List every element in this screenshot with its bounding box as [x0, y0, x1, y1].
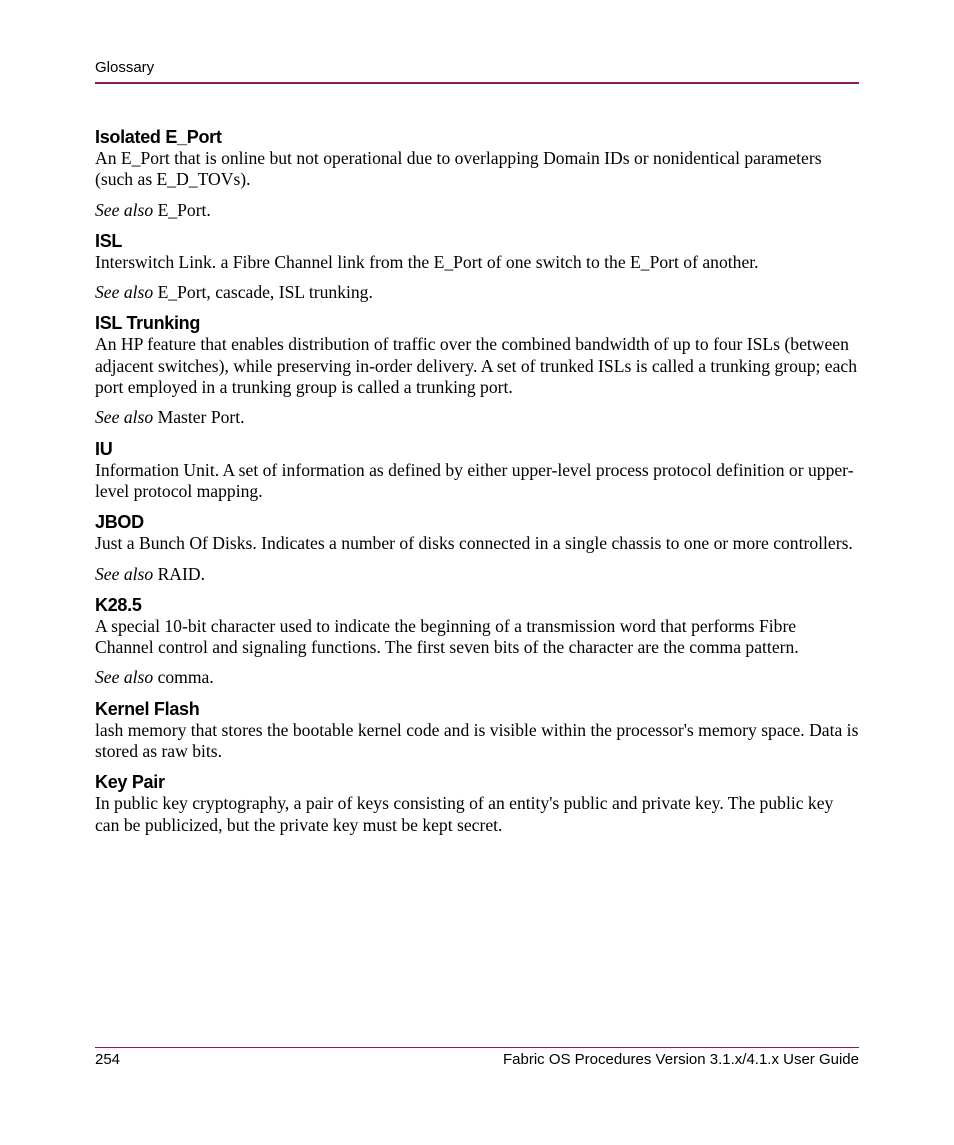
glossary-entry — [95, 594, 859, 689]
page-number: 254 — [95, 1051, 121, 1068]
glossary-term: Key Pair — [95, 772, 165, 793]
glossary-definition: An E_Port that is online but not operational due to overlapping Domain IDs or nonidentical parameters (such as E_D_TOVs). — [95, 148, 822, 190]
glossary-definition: Just a Bunch Of Disks. Indicates a number of disks connected in a single chassis to one or more controllers. — [95, 533, 853, 554]
glossary-entry — [95, 511, 859, 585]
document-title: Fabric OS Procedures Version 3.1.x/4.1.x User Guide — [503, 1051, 859, 1068]
glossary-entry — [95, 771, 859, 836]
see-also-refs: Master Port. — [157, 407, 245, 428]
see-also — [95, 667, 859, 688]
glossary-entry — [95, 438, 859, 503]
glossary-definition: Interswitch Link. a Fibre Channel link from the E_Port of one switch to the E_Port of another. — [95, 251, 759, 272]
glossary-entry — [95, 312, 859, 428]
glossary-definition: An HP feature that enables distribution of traffic over the combined bandwidth of up to four ISLs (between adjacent switches), while preserving in-order delivery. A set of trunked ISLs is called a trunking group; each port employed in a trunking group is called a trunking port. — [95, 334, 858, 398]
see-also — [95, 200, 859, 221]
see-also-refs: E_Port, cascade, ISL trunking. — [157, 282, 373, 303]
see-also-lead: See also — [95, 199, 154, 220]
see-also-lead: See also — [95, 563, 154, 584]
header-rule — [95, 82, 859, 84]
see-also — [95, 407, 859, 428]
see-also-refs: E_Port. — [157, 199, 211, 220]
running-header: Glossary — [95, 59, 155, 76]
see-also — [95, 282, 859, 303]
glossary-term: K28.5 — [95, 594, 142, 615]
glossary-term: Kernel Flash — [95, 698, 200, 719]
glossary-term: JBOD — [95, 512, 144, 533]
glossary-term: ISL Trunking — [95, 313, 201, 334]
glossary-term: IU — [95, 438, 113, 459]
glossary-term: ISL — [95, 230, 123, 251]
see-also-lead: See also — [95, 282, 154, 303]
glossary-term: Isolated E_Port — [95, 127, 222, 147]
glossary-definition: lash memory that stores the bootable kernel code and is visible within the processor's memory space. Data is stored as raw bits. — [95, 719, 859, 762]
see-also — [95, 564, 859, 585]
see-also-lead: See also — [95, 407, 154, 428]
glossary-definition: Information Unit. A set of information as defined by either upper-level process protocol definition or upper-level protocol mapping. — [95, 459, 854, 501]
glossary-content — [95, 126, 859, 836]
see-also-refs: comma. — [157, 667, 214, 688]
glossary-entry — [95, 126, 859, 221]
see-also-refs: RAID. — [157, 563, 205, 584]
glossary-entry — [95, 230, 859, 304]
footer-rule — [95, 1047, 859, 1048]
glossary-definition: A special 10-bit character used to indicate the beginning of a transmission word that performs Fibre Channel control and signaling functions. The first seven bits of the character are the comma pattern. — [95, 615, 799, 658]
see-also-lead: See also — [95, 667, 154, 688]
glossary-definition: In public key cryptography, a pair of keys consisting of an entity's public and private key. The public key can be publicized, but the private key must be kept secret. — [95, 793, 834, 835]
glossary-entry — [95, 698, 859, 763]
